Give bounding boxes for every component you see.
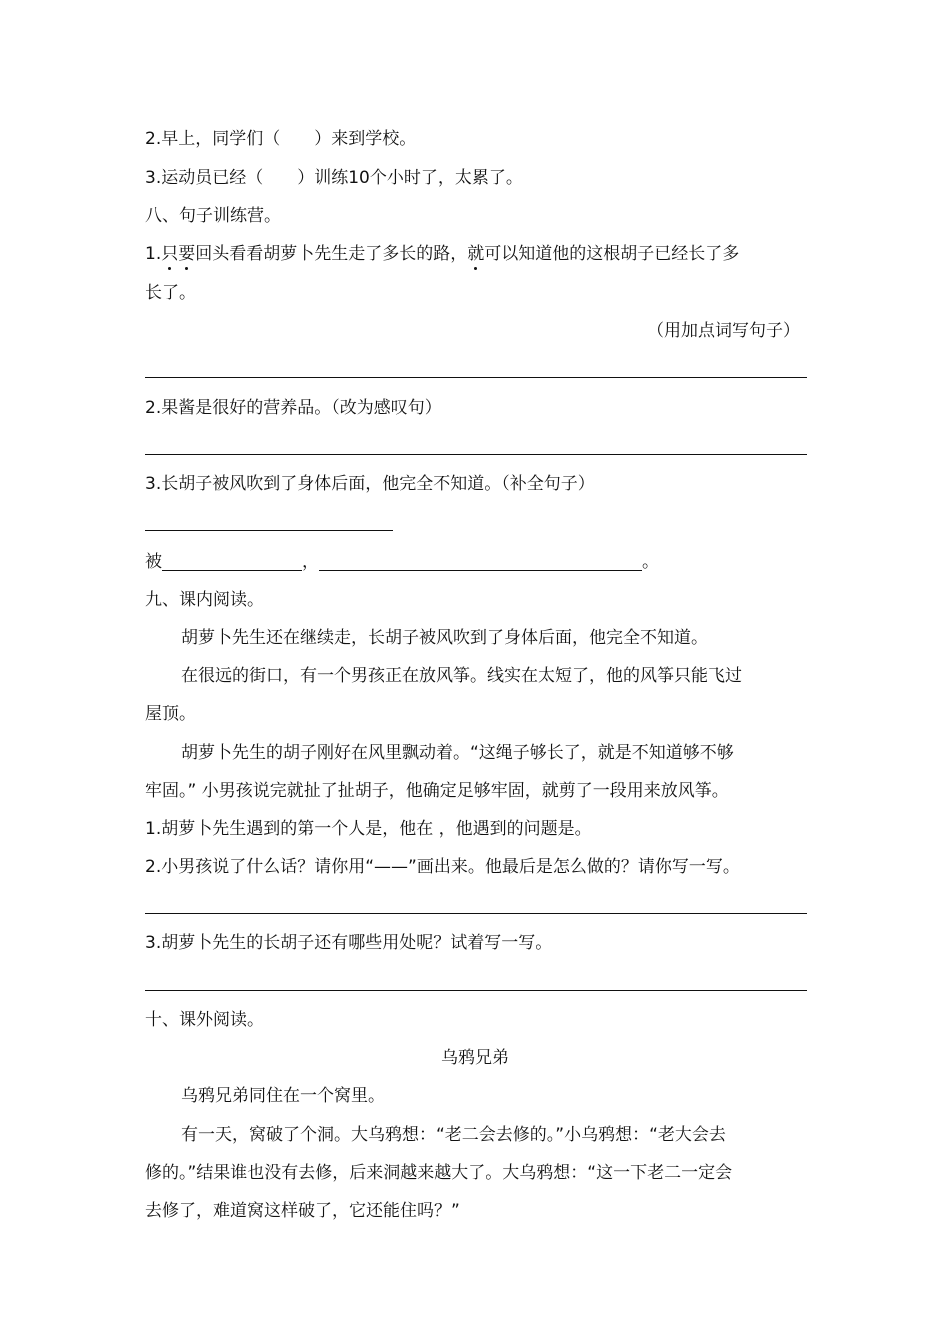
answer-line-q9-3[interactable] [145,990,807,991]
q10-passage-line-1: 乌鸦兄弟同住在一个窝里。 [181,1086,385,1106]
q7-item3-text-after: ）训练10个小时了，太累了。 [297,168,523,188]
fill-comma: ， [302,552,319,572]
q8-item1-number: 1. [145,244,162,264]
q9-question-1: 1.胡萝卜先生遇到的第一个人是，他在 ，他遇到的问题是。 [145,819,592,839]
answer-line-q8-3[interactable] [145,530,393,531]
q8-item1-hint: （用加点词写句子） [647,321,800,341]
q8-item3: 3.长胡子被风吹到了身体后面，他完全不知道。（补全句子） [145,474,595,494]
fill-prefix-text: 被 [145,552,162,572]
section-9-heading: 九、课内阅读。 [145,590,264,610]
q9-passage-line-4: 胡萝卜先生的胡子刚好在风里飘动着。“这绳子够长了，就是不知道够不够 [181,743,734,763]
answer-line-q8-2[interactable] [145,454,807,455]
q9-passage-line-3: 屋顶。 [145,704,196,724]
q9-passage-line-2: 在很远的街口，有一个男孩正在放风筝。线实在太短了，他的风筝只能飞过 [181,666,742,686]
story-title: 乌鸦兄弟 [441,1048,509,1068]
q9-passage-line-5: 牢固。” 小男孩说完就扯了扯胡子，他确定足够牢固，就剪了一段用来放风筝。 [145,781,729,801]
q7-item2-gap [280,129,314,149]
q8-item1-text-1: 回头看看胡萝卜先生走了多长的路， [195,244,468,264]
section-10-heading: 十、课外阅读。 [145,1010,264,1030]
q7-item3 [145,166,523,190]
q9-passage-line-1: 胡萝卜先生还在继续走，长胡子被风吹到了身体后面，他完全不知道。 [181,628,708,648]
section-8-heading: 八、句子训练营。 [145,206,281,226]
q9-question-2: 2.小男孩说了什么话？请你用“——”画出来。他最后是怎么做的？请你写一写。 [145,857,740,877]
q8-fill-sentence [145,550,659,574]
q7-item3-gap [263,168,297,188]
dotted-word-2: 要 [178,244,196,264]
q10-passage-line-3: 修的。”结果谁也没有去修，后来洞越来越大了。大乌鸦想：“这一下老二一定会 [145,1163,733,1183]
q8-item1-text-2: 可以知道他的这根胡子已经长了多 [484,244,740,264]
fill-end-mark: 。 [642,552,659,572]
q7-item2 [145,127,416,151]
q8-item1 [145,242,739,266]
q7-item3-text-before: 3.运动员已经（ [145,168,264,188]
q8-item2: 2.果酱是很好的营养品。（改为感叹句） [145,398,442,418]
q8-item1-line2: 长了。 [145,283,196,303]
q7-item2-text-after: ）来到学校。 [314,129,417,149]
answer-line-q9-2[interactable] [145,913,807,914]
q7-item2-text-before: 2.早上，同学们（ [145,129,281,149]
answer-line-q8-1[interactable] [145,377,807,378]
dotted-word-3: 就 [467,244,485,264]
q10-passage-line-4: 去修了，难道窝这样破了，它还能住吗？” [145,1201,460,1221]
q10-passage-line-2: 有一天，窝破了个洞。大乌鸦想：“老二会去修的。”小乌鸦想：“老大会去 [181,1125,726,1145]
fill-blank-2[interactable] [319,550,642,571]
fill-blank-1[interactable] [162,550,302,571]
dotted-word-1: 只 [161,244,179,264]
q9-question-3: 3.胡萝卜先生的长胡子还有哪些用处呢？试着写一写。 [145,933,553,953]
